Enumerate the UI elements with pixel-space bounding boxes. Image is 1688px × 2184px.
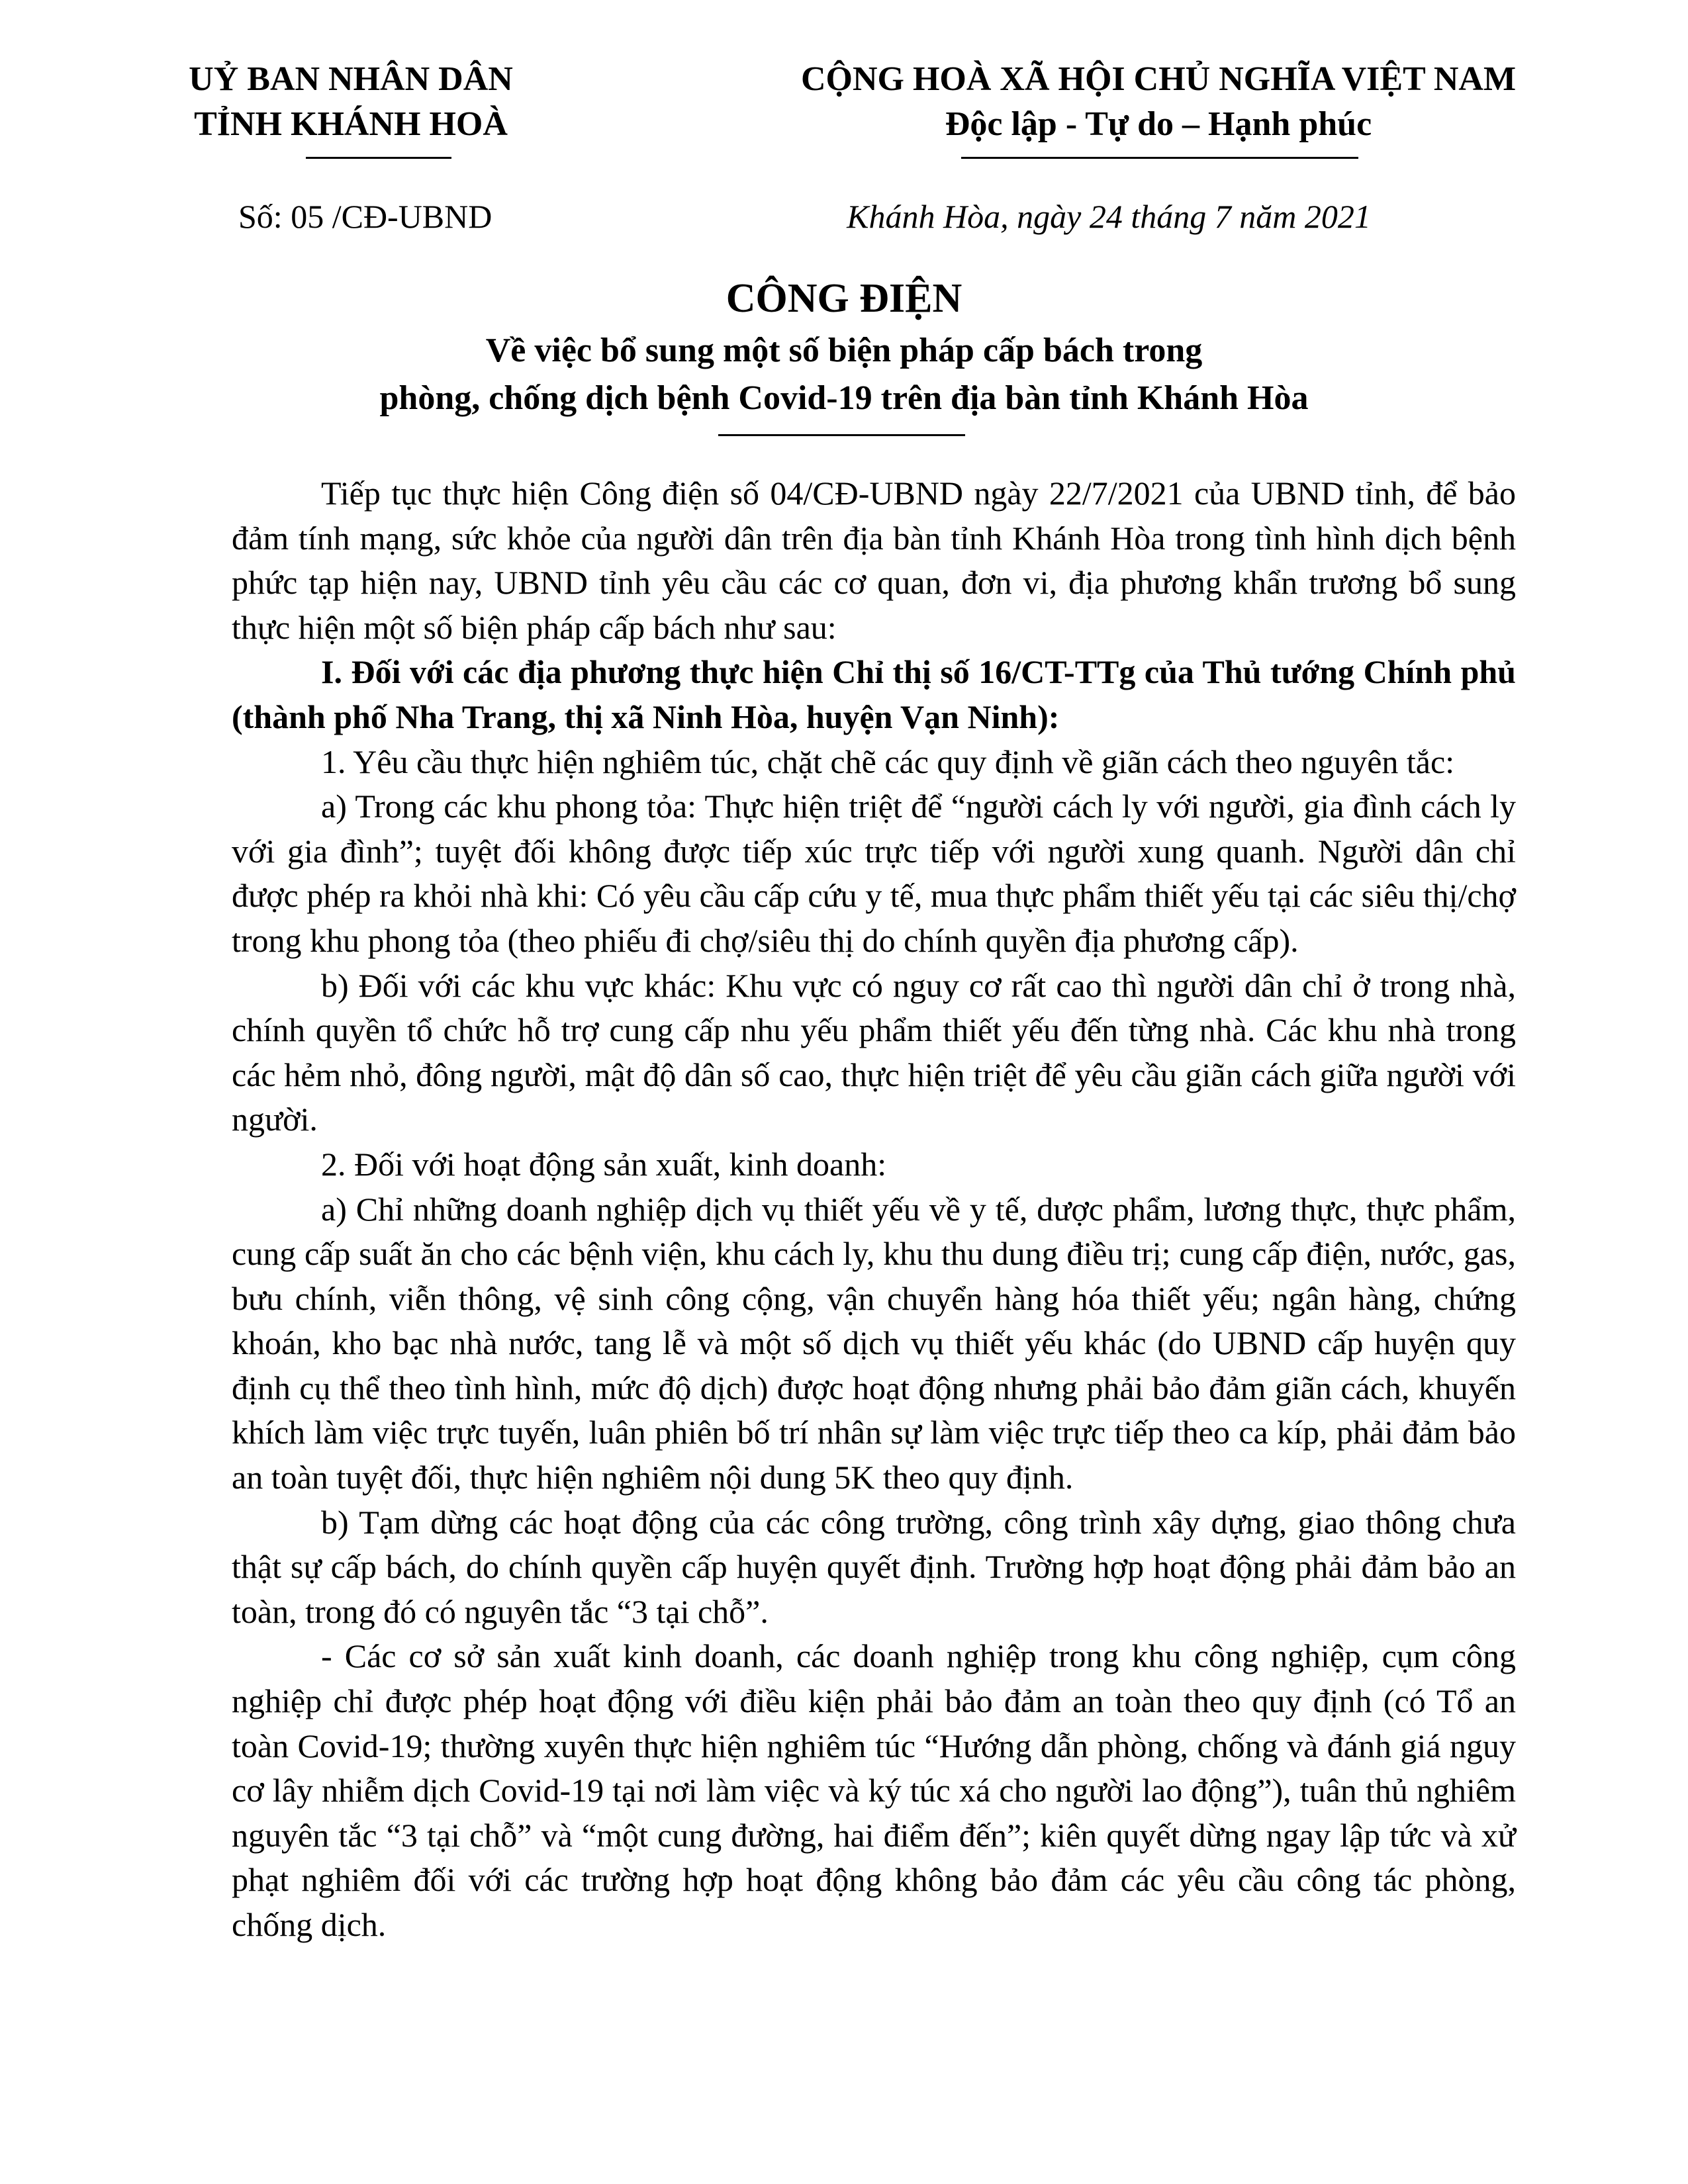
paragraph-item-2b: b) Tạm dừng các hoạt động của các công trường, công trình xây dựng, giao thông chưa thật sự cấp bách, do chính quyền cấp huyện quyết định. Trường hợp hoạt động phải đảm bảo an toàn, trong đó có nguyên tắc “3 tại chỗ”. bbox=[232, 1503, 1516, 1630]
authority-line-1: UỶ BAN NHÂN DÂN bbox=[189, 60, 513, 98]
document-body bbox=[232, 471, 1516, 1948]
national-name: CỘNG HOÀ XÃ HỘI CHỦ NGHĨA VIỆT NAM bbox=[800, 60, 1517, 98]
paragraph-item-1a: a) Trong các khu phong tỏa: Thực hiện triệt để “người cách ly với người, gia đình cách ly với gia đình”; tuyệt đối không được tiếp xúc trực tiếp với người xung quanh. Người dân chỉ được phép ra khỏi nhà khi: Có yêu cầu cấp cứu y tế, mua thực phẩm thiết yếu tại các siêu thị/chợ trong khu phong tỏa (theo phiếu đi chợ/siêu thị do chính quyền địa phương cấp). bbox=[232, 788, 1516, 959]
subtitle-line-2: phòng, chống dịch bệnh Covid-19 trên địa bàn tỉnh Khánh Hòa bbox=[379, 379, 1309, 417]
document-title: CÔNG ĐIỆN bbox=[726, 276, 962, 321]
authority-line-2: TỈNH KHÁNH HOÀ bbox=[194, 105, 508, 143]
national-heading bbox=[715, 57, 1602, 147]
national-motto: Độc lập - Tự do – Hạnh phúc bbox=[945, 105, 1372, 143]
issuing-authority bbox=[165, 57, 536, 147]
document-date: Khánh Hòa, ngày 24 tháng 7 năm 2021 bbox=[847, 198, 1371, 235]
paragraph-intro: Tiếp tục thực hiện Công điện số 04/CĐ-UBND ngày 22/7/2021 của UBND tỉnh, để bảo đảm tính mạng, sức khỏe của người dân trên địa bàn tỉnh Khánh Hòa trong tình hình dịch bệnh phức tạp hiện nay, UBND tỉnh yêu cầu các cơ quan, đơn vi, địa phương khẩn trương bổ sung thực hiện một số biện pháp cấp bách như sau: bbox=[232, 475, 1516, 646]
paragraph-item-2b-dash: - Các cơ sở sản xuất kinh doanh, các doanh nghiệp trong khu công nghiệp, cụm công nghiệp chỉ được phép hoạt động với điều kiện phải bảo đảm an toàn theo quy định (có Tổ an toàn Covid-19; thường xuyên thực hiện nghiêm túc “Hướng dẫn phòng, chống và đánh giá nguy cơ lây nhiễm dịch Covid-19 tại nơi làm việc và ký túc xá cho người lao động”), tuân thủ nghiêm nguyên tắc “3 tại chỗ” và “một cung đường, hai điểm đến”; kiên quyết dừng ngay lập tức và xử phạt nghiêm đối với các trường hợp hoạt động không bảo đảm các yêu cầu công tác phòng, chống dịch. bbox=[232, 1637, 1516, 1943]
title-underline bbox=[718, 434, 965, 436]
paragraph-item-2a: a) Chỉ những doanh nghiệp dịch vụ thiết yếu về y tế, dược phẩm, lương thực, thực phẩm, cung cấp suất ăn cho các bệnh viện, khu cách ly, khu thu dung điều trị; cung cấp điện, nước, gas, bưu chính, viễn thông, vệ sinh công cộng, vận chuyển hàng hóa thiết yếu; ngân hàng, chứng khoán, kho bạc nhà nước, tang lễ và một số dịch vụ thiết yếu khác (do UBND cấp huyện quy định cụ thể theo tình hình, mức độ dịch) được hoạt động nhưng phải bảo đảm giãn cách, khuyến khích làm việc trực tuyến, luân phiên bố trí nhân sự làm việc trực tiếp theo ca kíp, phải đảm bảo an toàn tuyệt đối, thực hiện nghiêm nội dung 5K theo quy định. bbox=[232, 1190, 1516, 1496]
paragraph-item-2: 2. Đối với hoạt động sản xuất, kinh doanh: bbox=[321, 1145, 887, 1183]
motto-underline bbox=[961, 157, 1358, 159]
document-number: Số: 05 /CĐ-UBND bbox=[238, 198, 492, 235]
authority-underline bbox=[306, 157, 451, 159]
document-subtitle bbox=[199, 327, 1489, 422]
subtitle-line-1: Về việc bổ sung một số biện pháp cấp bách trong bbox=[485, 332, 1203, 369]
paragraph-item-1: 1. Yêu cầu thực hiện nghiêm túc, chặt chẽ các quy định về giãn cách theo nguyên tắc: bbox=[321, 743, 1455, 780]
section-heading-1: I. Đối với các địa phương thực hiện Chỉ thị số 16/CT-TTg của Thủ tướng Chính phủ (thành phố Nha Trang, thị xã Ninh Hòa, huyện Vạn Ninh): bbox=[232, 653, 1516, 735]
paragraph-item-1b: b) Đối với các khu vực khác: Khu vực có nguy cơ rất cao thì người dân chỉ ở trong nhà, chính quyền tổ chức hỗ trợ cung cấp nhu yếu phẩm thiết yếu đến từng nhà. Các khu nhà trong các hẻm nhỏ, đông người, mật độ dân số cao, thực hiện triệt để yêu cầu giãn cách giữa người với người. bbox=[232, 966, 1516, 1138]
